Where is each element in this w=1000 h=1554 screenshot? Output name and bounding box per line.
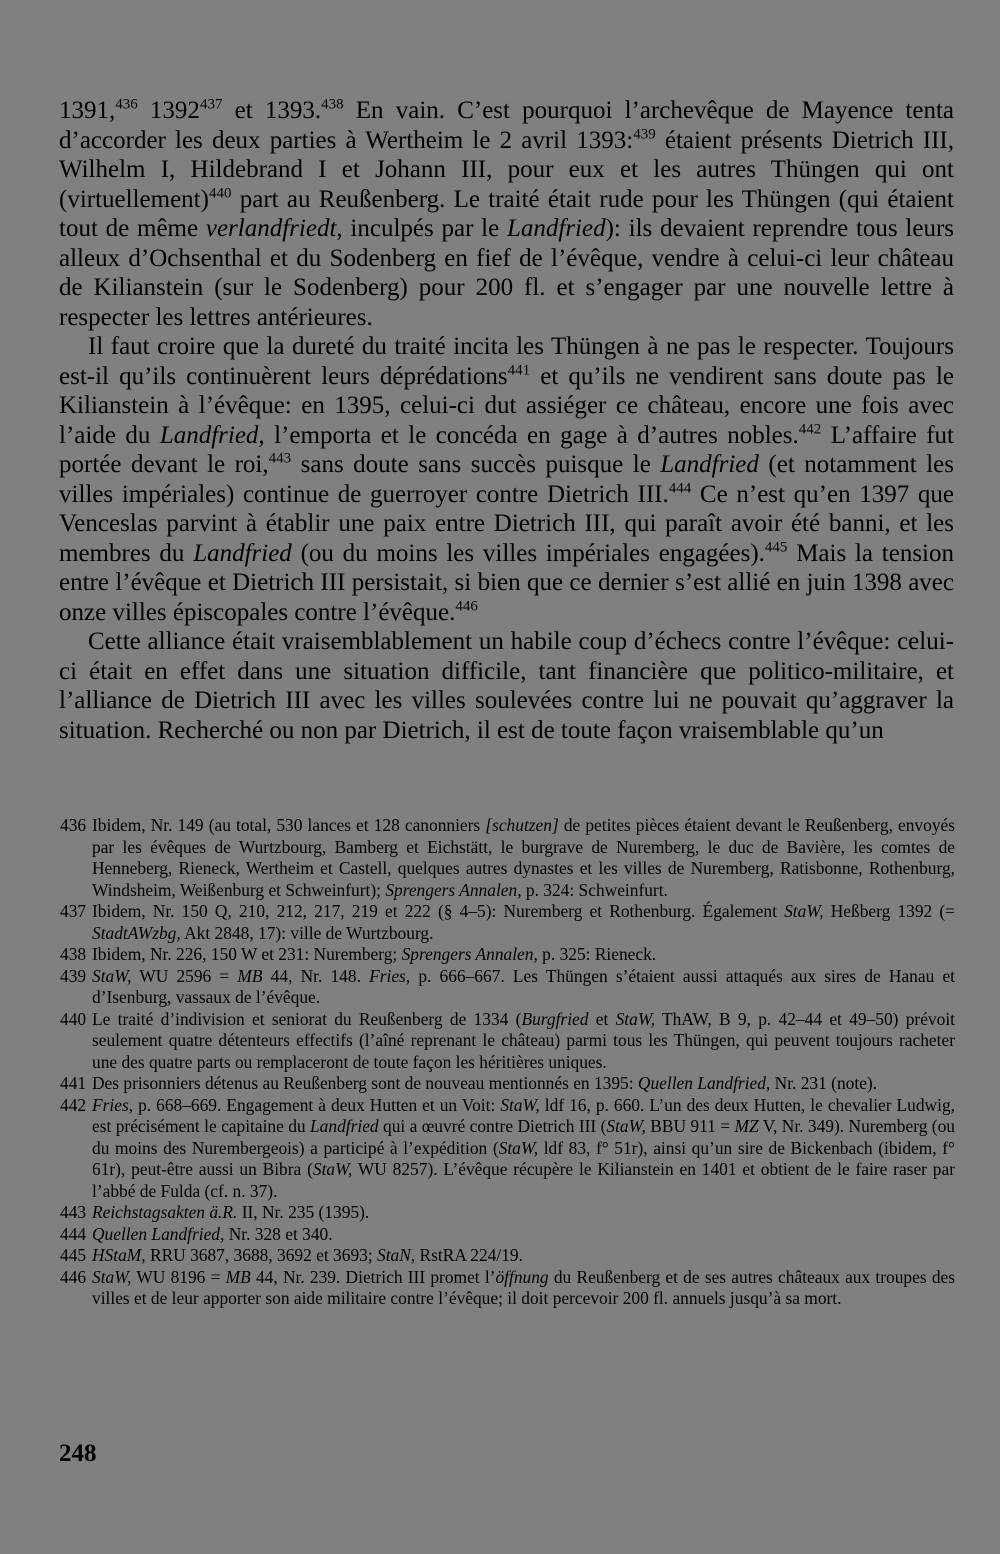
text-run: 44, Nr. 239. Dietrich III promet l’ <box>250 1266 496 1287</box>
footnote <box>60 1073 955 1095</box>
footnote-number: 436 <box>60 815 87 835</box>
italic-text: Fries, <box>369 965 411 986</box>
footnote-text <box>92 1245 523 1265</box>
text-run: II, Nr. 235 (1395). <box>237 1202 370 1222</box>
footnote <box>60 1224 955 1246</box>
footnote-reference: 437 <box>199 96 223 113</box>
footnote-number: 440 <box>60 1008 87 1029</box>
text-run: part au Reußenberg. Le traité était rude pour les Thüngen (qui étaient tout de même <box>59 185 954 242</box>
footnote <box>60 1245 955 1267</box>
footnote-text <box>92 1224 333 1244</box>
text-run: Nr. 328 et 340. <box>224 1223 333 1244</box>
text-run: (ou du moins les villes impériales engagées). <box>291 539 765 567</box>
footnote-text <box>92 901 955 943</box>
text-run: ThAW, B 9, p. 42–44 et 49–50) prévoit seulement quatre détenteurs effectifs (l’aîné reprenant le château) parmi tous les Thüngen, qui peuvent toujours racheter une des quatre parts ou remplaceront de toute façon les héritières uniques. <box>92 1008 955 1072</box>
footnote-number: 445 <box>60 1245 87 1265</box>
italic-text: Landfried <box>660 451 759 478</box>
footnote-number: 437 <box>60 901 87 921</box>
italic-text: StaW, <box>92 965 132 986</box>
footnote-reference: 443 <box>268 450 292 467</box>
italic-text: Reichstagsakten ä.R. <box>92 1202 238 1222</box>
footnote-reference: 445 <box>764 539 788 556</box>
footnote-number: 444 <box>60 1223 87 1244</box>
italic-text: StaW, <box>92 1266 132 1287</box>
text-run: l’emporta et le concéda en gage à d’autres nobles. <box>264 421 799 449</box>
footnote <box>60 815 955 901</box>
text-run: WU 2596 = <box>131 965 238 986</box>
footnote-number: 438 <box>60 944 87 964</box>
text-run: p. 324: Schweinfurt. <box>521 879 668 900</box>
text-run: et 1393. <box>222 97 322 124</box>
footnote-reference: 440 <box>208 185 232 202</box>
text-run: 1392 <box>137 97 200 124</box>
italic-text: öffnung <box>495 1266 549 1287</box>
footnote-reference: 439 <box>633 126 656 143</box>
italic-text: MB <box>237 965 263 986</box>
italic-text: Quellen Landfried, <box>637 1073 771 1093</box>
text-run: étaient présents Dietrich III, Wilhelm I, Hildebrand I et Johann III, pour eux et les autres Thüngen qui ont (virtuellement) <box>59 126 954 213</box>
footnote-text <box>92 1009 955 1072</box>
footnote-text <box>92 944 656 964</box>
italic-text: Quellen Landfried, <box>92 1223 225 1244</box>
italic-text: Burgfried <box>521 1008 589 1029</box>
text-run: de petites pièces étaient devant le Reußenberg, envoyés par les évêques de Wurtzbourg, Bamberg et Eichstätt, le burgrave de Nuremberg, le duc de Bavière, les comtes de Henneberg, Rieneck, Wertheim et Castell, quelques autres dynastes et les villes de Nuremberg, Ratisbonne, Rothenburg, Windsheim, Weißenburg et Schweinfurt); <box>92 815 956 900</box>
text-run: ): ils devaient reprendre tous leurs alleux d’Ochsenthal et du Sodenberg en fief de l’évêque, vendre à celui-ci leur château de Kilianstein (sur le Sodenberg) pour 200 fl. et s’engager par une nouvelle lettre à respecter les lettres antérieures. <box>59 215 955 331</box>
text-run: Akt 2848, 17): ville de Wurtzbourg. <box>180 922 434 943</box>
text-run: V, Nr. 349). Nuremberg (ou du moins des Nurembergeois) a participé à l’expédition ( <box>92 1116 955 1158</box>
footnote-reference: 442 <box>798 421 822 438</box>
text-run: et qu’ils ne vendirent sans doute pas le Kilianstein à l’évêque: en 1395, celui-ci dut assiéger ce château, encore une fois avec l’aide du <box>59 362 954 449</box>
text-run: RRU 3687, 3688, 3692 et 3693; <box>145 1245 378 1265</box>
footnote-text <box>92 966 955 1008</box>
italic-text: Landfried, <box>159 421 265 449</box>
italic-text: StadtAWzbg, <box>92 922 181 943</box>
text-run: Ibidem, Nr. 150 Q, 210, 212, 217, 219 et 222 (§ 4–5): Nuremberg et Rothenburg. Également <box>92 901 785 921</box>
text-run: p. 666–667. Les Thüngen s’étaient aussi attaqués aux sires de Hanau et d’Isenburg, vassaux de l’évêque. <box>92 965 956 1007</box>
italic-text: Landfried <box>506 215 606 242</box>
italic-text: Sprengers Annalen, <box>401 944 538 964</box>
page-number: 248 <box>59 1440 97 1467</box>
footnote <box>60 901 955 944</box>
text-run: et <box>588 1008 616 1029</box>
text-run: Il faut croire que la dureté du traité incita les Thüngen à ne pas le respecter. Toujours est-il qu’ils continuèrent leurs déprédations <box>59 333 954 390</box>
text-run: BBU 911 = <box>645 1116 735 1136</box>
italic-text: StaN, <box>377 1245 416 1265</box>
italic-text: MZ <box>734 1116 759 1136</box>
footnote-reference: 446 <box>455 598 478 615</box>
footnote <box>60 1009 955 1074</box>
italic-text: Sprengers Annalen, <box>385 879 522 900</box>
text-run: WU 8196 = <box>131 1266 226 1287</box>
text-run: sans doute sans succès puisque le <box>291 451 661 478</box>
text-run: Nr. 231 (note). <box>770 1073 878 1093</box>
footnote-number: 439 <box>60 965 87 986</box>
footnote-reference: 444 <box>668 480 692 497</box>
text-run: qui a œuvré contre Dietrich III ( <box>378 1116 607 1136</box>
italic-text: HStaM, <box>92 1245 146 1265</box>
footnote-text <box>92 1073 877 1093</box>
text-run: ldf 83, f° 51r), ainsi qu’un sire de Bickenbach (ibidem, f° 61r), peut-être aussi un Bibra ( <box>92 1137 955 1179</box>
text-run: p. 325: Rieneck. <box>537 944 657 964</box>
footnote <box>60 1267 955 1310</box>
text-run: ldf 16, p. 660. L’un des deux Hutten, le chevalier Ludwig, est précisément le capitaine du <box>92 1094 955 1136</box>
text-run: L’affaire fut portée devant le roi, <box>59 421 954 478</box>
text-run: , inculpés par le <box>336 215 507 242</box>
text-run: Ibidem, Nr. 226, 150 W et 231: Nuremberg; <box>92 944 402 964</box>
italic-text: StaW, <box>498 1137 539 1158</box>
italic-text: Landfried <box>310 1116 379 1136</box>
paragraph <box>59 332 954 627</box>
text-run: Ce n’est qu’en 1397 que Venceslas parvint à établir une paix entre Dietrich III, qui paraît avoir été banni, et les membres du <box>59 480 955 567</box>
footnote-text <box>92 1202 369 1222</box>
italic-text: Fries, <box>92 1094 134 1115</box>
italic-text: StaW, <box>312 1159 353 1179</box>
text-run: Mais la tension entre l’évêque et Dietrich III persistait, si bien que ce dernier s’est allié en juin 1398 avec onze villes épiscopales contre l’évêque. <box>59 539 954 626</box>
italic-text: [schutzen] <box>485 815 559 835</box>
text-run: En vain. C’est pourquoi l’archevêque de Mayence tenta d’accorder les deux parties à Wertheim le 2 avril 1393: <box>59 97 955 154</box>
paragraph <box>59 96 954 332</box>
footnote-reference: 441 <box>507 362 531 379</box>
italic-text: Landfried <box>193 539 292 567</box>
text-run: Ibidem, Nr. 149 (au total, 530 lances et 128 canonniers <box>92 815 486 835</box>
italic-text: StaW, <box>500 1094 540 1115</box>
text-run: Des prisonniers détenus au Reußenberg sont de nouveau mentionnés en 1395: <box>92 1073 638 1093</box>
text-run: WU 8257). L’évêque récupère le Kilianstein en 1401 et obtient de le faire raser par l’abbé de Fulda (cf. n. 37). <box>92 1159 956 1201</box>
footnote-number: 441 <box>60 1073 87 1093</box>
text-run: p. 668–669. Engagement à deux Hutten et un Voit: <box>133 1094 501 1115</box>
italic-text: StaW, <box>615 1008 656 1029</box>
text-run: 1391, <box>59 97 116 124</box>
footnote <box>60 1095 955 1203</box>
footnote <box>60 1202 955 1224</box>
text-run: du Reußenberg et de ses autres châteaux aux troupes des villes et de leur apporter son aide militaire contre l’évêque; il doit percevoir 200 fl. annuels jusqu’à sa mort. <box>92 1266 956 1308</box>
text-run: Heßberg 1392 (= <box>823 901 955 921</box>
footnote-number: 446 <box>60 1266 87 1287</box>
footnote <box>60 944 955 966</box>
italic-text: StaW, <box>784 901 824 921</box>
text-run: Le traité d’indivision et seniorat du Reußenberg de 1334 ( <box>92 1008 522 1029</box>
footnote-text <box>92 815 955 900</box>
footnote-text <box>92 1267 955 1309</box>
paragraph <box>59 627 954 745</box>
text-run: 44, Nr. 148. <box>262 965 370 986</box>
italic-text: MB <box>225 1266 251 1287</box>
footnote-reference: 436 <box>115 96 138 113</box>
italic-text: verlandfriedt <box>205 215 337 242</box>
footnote-reference: 438 <box>321 96 344 113</box>
footnote-number: 443 <box>60 1202 87 1222</box>
footnotes <box>60 815 955 1310</box>
footnote-text <box>92 1095 955 1201</box>
main-text <box>59 96 954 745</box>
text-run: RstRA 224/19. <box>415 1245 523 1265</box>
italic-text: StaW, <box>606 1116 646 1136</box>
footnote-number: 442 <box>60 1094 87 1115</box>
text-run: (et notamment les villes impériales) continue de guerroyer contre Dietrich III. <box>59 451 954 508</box>
text-run: Cette alliance était vraisemblablement un habile coup d’échecs contre l’évêque: celui-ci était en effet dans une situation difficile, tant financière que politico-militaire, et l’alliance de Dietrich III avec les villes soulevées contre lui ne pouvait qu’aggraver la situation. Recherché ou non par Dietrich, il est de toute façon vraisemblable qu’un <box>59 628 954 744</box>
footnote <box>60 966 955 1009</box>
